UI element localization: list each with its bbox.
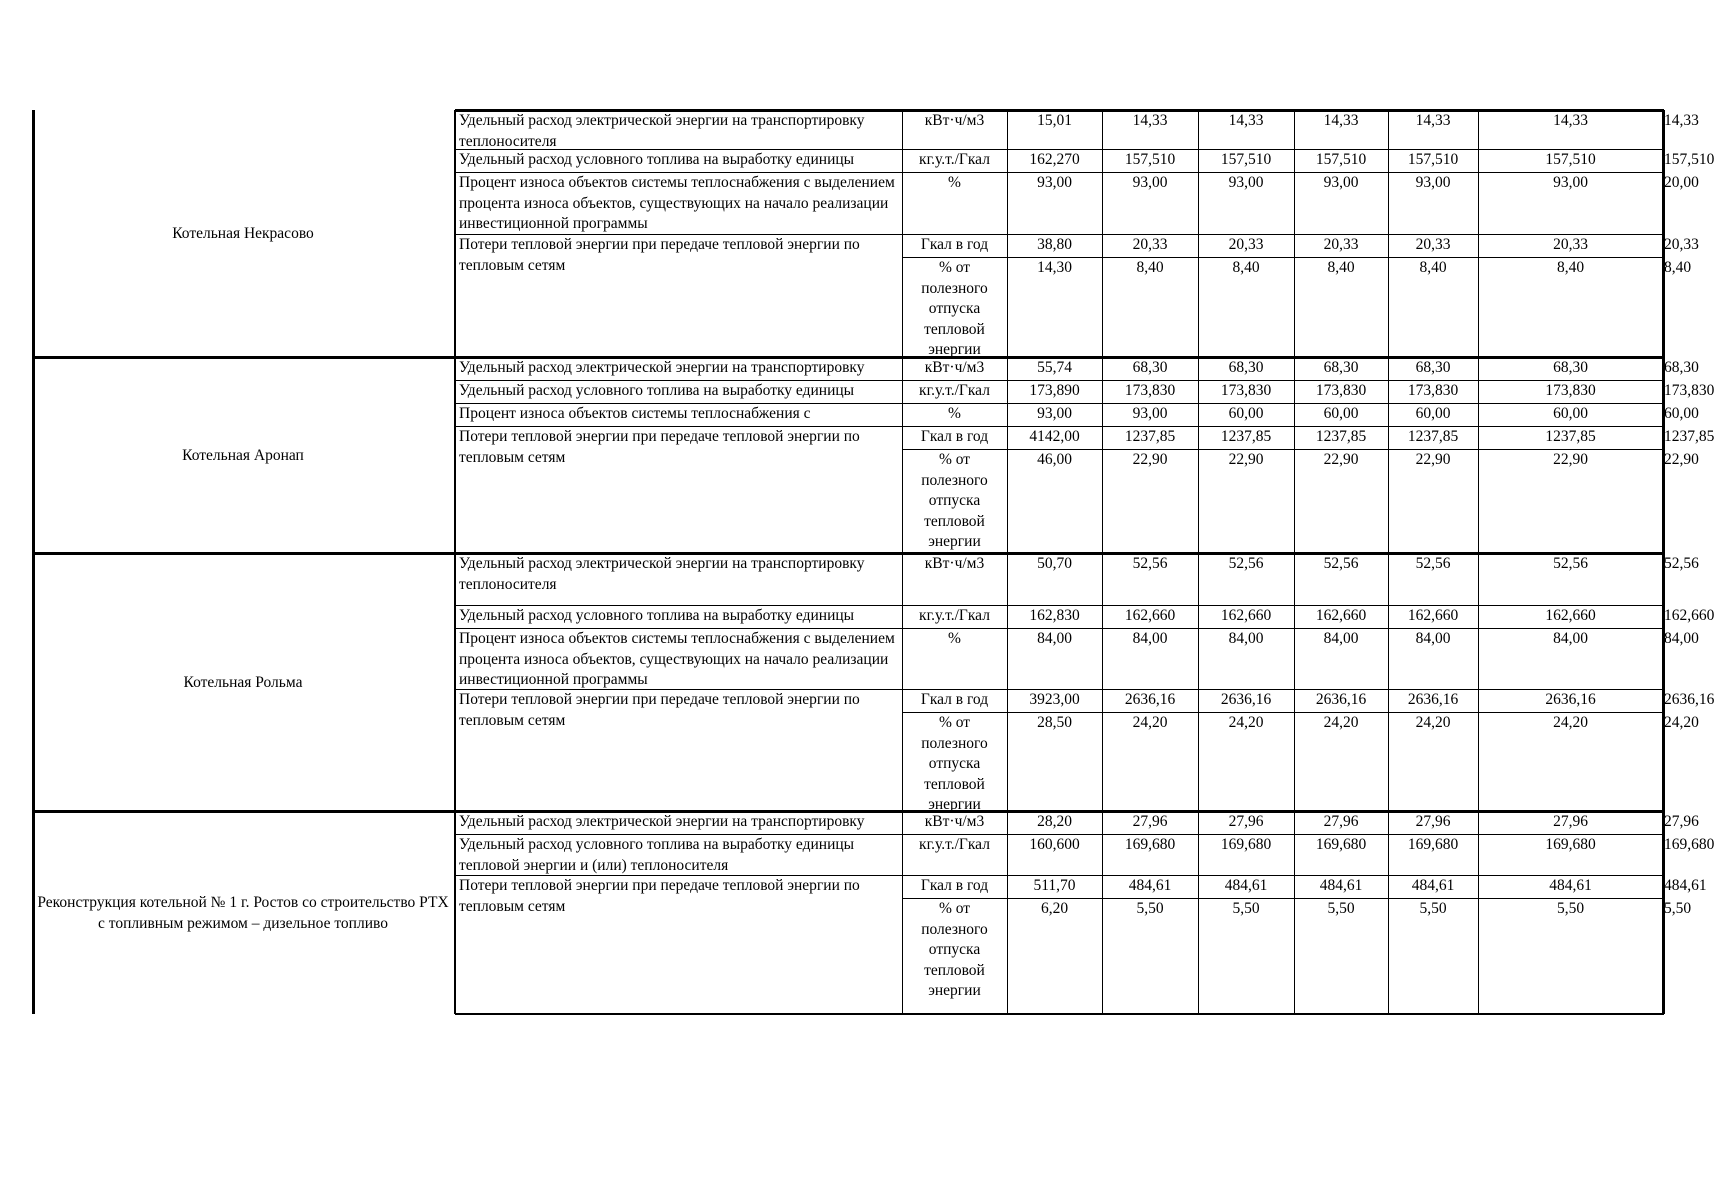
value-cell: 173,830	[1220, 382, 1272, 399]
value-cell: 60,00	[1664, 405, 1699, 422]
value-cell: 2636,16	[1664, 691, 1714, 708]
value-cell: 14,33	[1228, 112, 1264, 129]
value-cell: 20,00	[1664, 174, 1699, 191]
value-cell: 14,33	[1132, 112, 1168, 129]
value-cell: 162,660	[1545, 607, 1596, 624]
value-cell: 52,56	[1415, 555, 1451, 572]
value-cell: 484,61	[1319, 877, 1363, 894]
value-cell: 27,96	[1553, 813, 1588, 830]
value-cell: 52,56	[1323, 555, 1359, 572]
value-cell: 68,30	[1228, 359, 1264, 376]
value-cell: 52,56	[1132, 555, 1168, 572]
value-cell: 52,56	[1553, 555, 1588, 572]
value-cell: 20,33	[1228, 236, 1264, 253]
value-cell: 3923,00	[1029, 691, 1080, 708]
value-cell: 27,96	[1228, 813, 1264, 830]
group-name: Котельная Рольма	[183, 673, 303, 691]
unit-cell: % от полезного отпуска тепловой энергии	[921, 259, 988, 358]
value-cell: 27,96	[1132, 813, 1168, 830]
value-cell: 162,270	[1029, 151, 1080, 168]
value-cell: 173,830	[1545, 382, 1596, 399]
value-cell: 6,20	[1040, 900, 1069, 917]
value-cell: 2636,16	[1545, 691, 1596, 708]
value-cell: 5,50	[1664, 900, 1692, 917]
value-cell: 173,830	[1124, 382, 1176, 399]
value-cell: 60,00	[1553, 405, 1588, 422]
value-cell: 68,30	[1132, 359, 1168, 376]
value-cell: 84,00	[1132, 630, 1168, 647]
value-cell: 160,600	[1029, 836, 1080, 853]
indicator-cell: Удельный расход условного топлива на выработку единицы	[459, 151, 855, 168]
value-cell: 68,30	[1664, 359, 1699, 376]
value-cell: 93,00	[1323, 174, 1359, 191]
value-cell: 14,33	[1553, 112, 1588, 129]
value-cell: 169,680	[1407, 836, 1459, 853]
value-cell: 8,40	[1664, 259, 1692, 276]
unit-cell: %	[948, 405, 961, 422]
unit-cell: % от полезного отпуска тепловой энергии	[921, 451, 988, 550]
value-cell: 93,00	[1037, 405, 1072, 422]
value-cell: 28,20	[1037, 813, 1072, 830]
value-cell: 27,96	[1415, 813, 1451, 830]
indicator-cell: Удельный расход электрической энергии на транспортировку	[459, 359, 865, 376]
value-cell: 511,70	[1033, 877, 1076, 894]
value-cell: 1237,85	[1407, 428, 1459, 445]
value-cell: 162,660	[1220, 607, 1272, 624]
unit-cell: %	[948, 630, 961, 647]
unit-cell: кг.у.т./Гкал	[919, 151, 990, 168]
value-cell: 52,56	[1228, 555, 1264, 572]
value-cell: 1237,85	[1545, 428, 1596, 445]
value-cell: 2636,16	[1124, 691, 1176, 708]
value-cell: 14,30	[1037, 259, 1072, 276]
indicator-cell: Удельный расход условного топлива на выработку единицы тепловой энергии и (или) теплоносителя	[459, 836, 855, 874]
unit-cell: кг.у.т./Гкал	[919, 836, 990, 853]
value-cell: 5,50	[1556, 900, 1585, 917]
value-cell: 169,680	[1664, 836, 1714, 853]
value-cell: 1237,85	[1220, 428, 1272, 445]
value-cell: 28,50	[1037, 714, 1072, 731]
value-cell: 22,90	[1664, 451, 1699, 468]
indicator-cell: Удельный расход электрической энергии на транспортировку теплоносителя	[459, 112, 865, 150]
value-cell: 20,33	[1415, 236, 1451, 253]
unit-cell: кг.у.т./Гкал	[919, 607, 990, 624]
value-cell: 24,20	[1228, 714, 1264, 731]
value-cell: 1237,85	[1315, 428, 1367, 445]
value-cell: 173,830	[1315, 382, 1367, 399]
unit-cell: Гкал в год	[920, 236, 989, 253]
value-cell: 14,33	[1664, 112, 1699, 129]
indicator-cell: Удельный расход электрической энергии на транспортировку теплоносителя	[459, 555, 865, 593]
value-cell: 1237,85	[1124, 428, 1176, 445]
value-cell: 8,40	[1419, 259, 1447, 276]
value-cell: 484,61	[1128, 877, 1172, 894]
value-cell: 162,660	[1407, 607, 1459, 624]
value-cell: 84,00	[1323, 630, 1359, 647]
value-cell: 157,510	[1664, 151, 1714, 168]
unit-cell: Гкал в год	[920, 428, 989, 445]
value-cell: 84,00	[1664, 630, 1699, 647]
value-cell: 84,00	[1553, 630, 1588, 647]
value-cell: 484,61	[1549, 877, 1592, 894]
indicator-cell: Процент износа объектов системы теплоснабжения с выделением процента износа объектов, существующих на начало реализации инвестиционной программы	[459, 630, 895, 688]
unit-cell: кг.у.т./Гкал	[919, 382, 990, 399]
value-cell: 173,830	[1407, 382, 1459, 399]
value-cell: 22,90	[1132, 451, 1168, 468]
value-cell: 8,40	[1327, 259, 1355, 276]
value-cell: 84,00	[1228, 630, 1264, 647]
indicator-cell: Удельный расход электрической энергии на транспортировку	[459, 813, 865, 830]
indicator-cell: Потери тепловой энергии при передаче тепловой энергии по тепловым сетям	[459, 691, 860, 729]
value-cell: 55,74	[1037, 359, 1072, 376]
value-cell: 84,00	[1037, 630, 1072, 647]
value-cell: 38,80	[1037, 236, 1072, 253]
value-cell: 24,20	[1323, 714, 1359, 731]
unit-cell: кВт·ч/м3	[924, 813, 985, 830]
indicator-cell: Процент износа объектов системы теплоснабжения с	[459, 405, 811, 422]
value-cell: 22,90	[1553, 451, 1588, 468]
group-name: Реконструкция котельной № 1 г. Ростов со строительство РТХ с топливным режимом – дизельное топливо	[37, 893, 449, 932]
value-cell: 27,96	[1323, 813, 1359, 830]
value-cell: 50,70	[1037, 555, 1072, 572]
value-cell: 14,33	[1323, 112, 1359, 129]
value-cell: 93,00	[1037, 174, 1072, 191]
value-cell: 173,830	[1664, 382, 1714, 399]
value-cell: 5,50	[1327, 900, 1355, 917]
value-cell: 162,660	[1124, 607, 1176, 624]
unit-cell: Гкал в год	[920, 691, 989, 708]
unit-cell: % от полезного отпуска тепловой энергии	[921, 714, 988, 813]
value-cell: 2636,16	[1220, 691, 1272, 708]
value-cell: 5,50	[1419, 900, 1447, 917]
value-cell: 157,510	[1124, 151, 1176, 168]
value-cell: 93,00	[1132, 405, 1168, 422]
value-cell: 24,20	[1553, 714, 1588, 731]
value-cell: 20,33	[1323, 236, 1359, 253]
value-cell: 93,00	[1415, 174, 1451, 191]
indicator-cell: Процент износа объектов системы теплоснабжения с выделением процента износа объектов, существующих на начало реализации инвестиционной программы	[459, 174, 895, 232]
indicator-cell: Потери тепловой энергии при передаче тепловой энергии по тепловым сетям	[459, 236, 860, 274]
unit-cell: кВт·ч/м3	[924, 359, 985, 376]
value-cell: 2636,16	[1407, 691, 1459, 708]
value-cell: 22,90	[1228, 451, 1264, 468]
indicator-cell: Потери тепловой энергии при передаче тепловой энергии по тепловым сетям	[459, 428, 860, 466]
value-cell: 22,90	[1415, 451, 1451, 468]
value-cell: 68,30	[1415, 359, 1451, 376]
value-cell: 169,680	[1124, 836, 1176, 853]
value-cell: 20,33	[1553, 236, 1588, 253]
value-cell: 162,660	[1664, 607, 1714, 624]
value-cell: 1237,85	[1664, 428, 1714, 445]
value-cell: 157,510	[1407, 151, 1459, 168]
value-cell: 2636,16	[1315, 691, 1367, 708]
value-cell: 157,510	[1315, 151, 1367, 168]
value-cell: 484,61	[1664, 877, 1707, 894]
group-name: Котельная Аронап	[182, 446, 304, 464]
value-cell: 20,33	[1132, 236, 1168, 253]
value-cell: 60,00	[1415, 405, 1451, 422]
value-cell: 20,33	[1664, 236, 1699, 253]
value-cell: 84,00	[1415, 630, 1451, 647]
value-cell: 157,510	[1220, 151, 1272, 168]
value-cell: 162,830	[1029, 607, 1080, 624]
value-cell: 68,30	[1553, 359, 1588, 376]
value-cell: 93,00	[1132, 174, 1168, 191]
unit-cell: Гкал в год	[920, 877, 989, 894]
value-cell: 52,56	[1664, 555, 1699, 572]
value-cell: 24,20	[1415, 714, 1451, 731]
unit-cell: %	[948, 174, 961, 191]
indicator-cell: Удельный расход условного топлива на выработку единицы	[459, 607, 855, 624]
value-cell: 24,20	[1664, 714, 1699, 731]
value-cell: 14,33	[1415, 112, 1451, 129]
value-cell: 60,00	[1323, 405, 1359, 422]
value-cell: 8,40	[1556, 259, 1585, 276]
value-cell: 157,510	[1545, 151, 1596, 168]
indicator-cell: Удельный расход условного топлива на выработку единицы	[459, 382, 855, 399]
value-cell: 15,01	[1037, 112, 1072, 129]
value-cell: 46,00	[1037, 451, 1072, 468]
group-name: Котельная Некрасово	[172, 225, 314, 242]
value-cell: 162,660	[1315, 607, 1367, 624]
value-cell: 93,00	[1228, 174, 1264, 191]
value-cell: 93,00	[1553, 174, 1588, 191]
value-cell: 8,40	[1232, 259, 1260, 276]
value-cell: 169,680	[1315, 836, 1367, 853]
table-rule	[455, 1013, 1664, 1015]
value-cell: 169,680	[1545, 836, 1596, 853]
value-cell: 169,680	[1220, 836, 1272, 853]
unit-cell: кВт·ч/м3	[924, 555, 985, 572]
value-cell: 4142,00	[1029, 428, 1080, 445]
unit-cell: кВт·ч/м3	[924, 112, 985, 129]
value-cell: 5,50	[1136, 900, 1164, 917]
value-cell: 27,96	[1664, 813, 1699, 830]
value-cell: 484,61	[1224, 877, 1268, 894]
indicator-cell: Потери тепловой энергии при передаче тепловой энергии по тепловым сетям	[459, 877, 860, 915]
value-cell: 68,30	[1323, 359, 1359, 376]
unit-cell: % от полезного отпуска тепловой энергии	[921, 900, 988, 999]
value-cell: 22,90	[1323, 451, 1359, 468]
value-cell: 60,00	[1228, 405, 1264, 422]
value-cell: 8,40	[1136, 259, 1164, 276]
value-cell: 173,890	[1029, 382, 1080, 399]
value-cell: 24,20	[1132, 714, 1168, 731]
value-cell: 484,61	[1411, 877, 1455, 894]
value-cell: 5,50	[1232, 900, 1260, 917]
